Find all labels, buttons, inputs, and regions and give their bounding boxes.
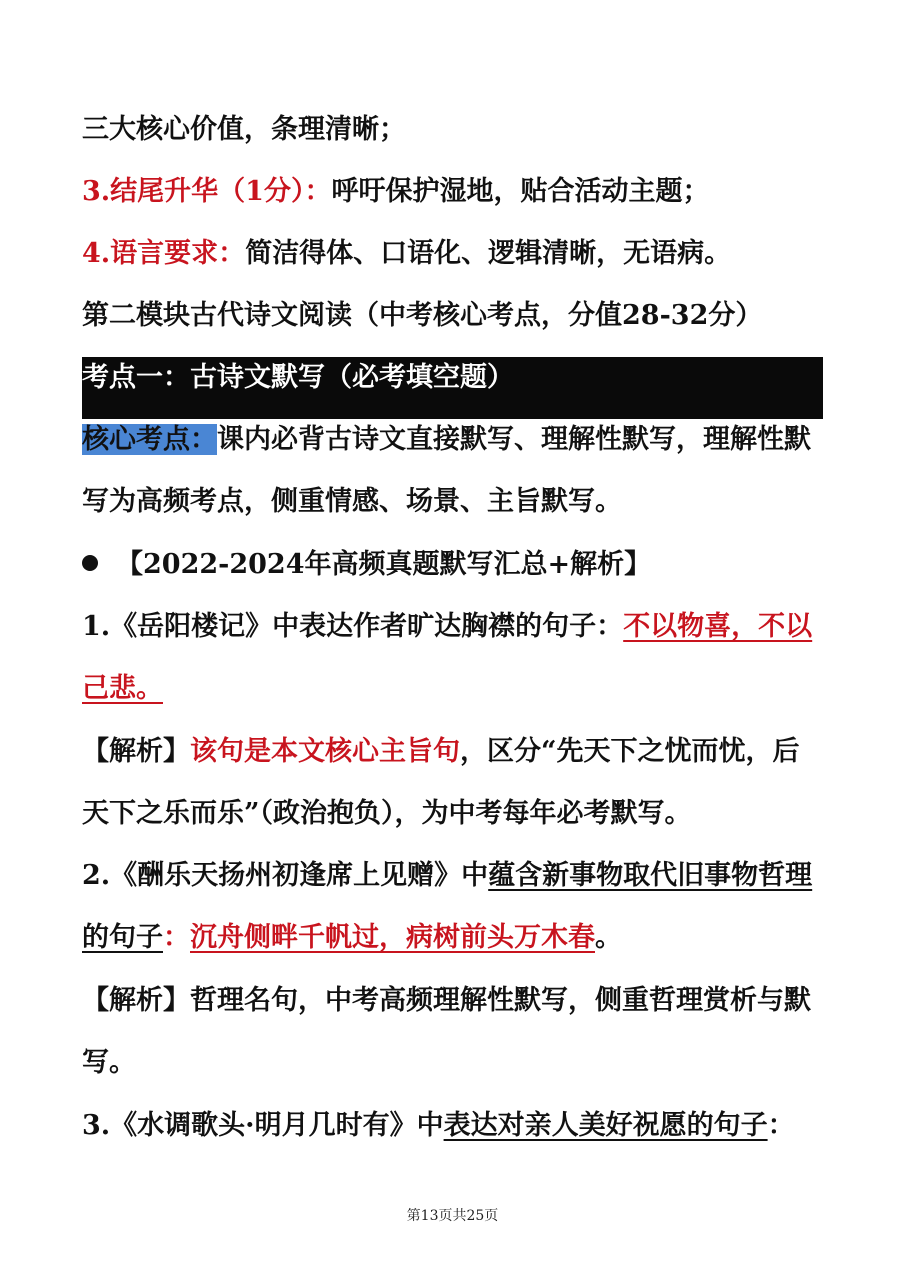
question-2-underlined-1: 蕴含新事物取代旧事物哲理 [488, 860, 813, 891]
question-1-analysis-cont [82, 794, 823, 834]
question-2-colon: ： [163, 922, 190, 953]
question-2-prefix: 2.《酬乐天扬州初逢席上见赠》中 [82, 860, 489, 891]
text-line-core-point-1 [82, 420, 823, 460]
module-title-text: 第二模块古代诗文阅读（中考核心考点，分值28-32分） [82, 300, 763, 331]
question-2-answer: 沉舟侧畔千帆过，病树前头万木春 [190, 922, 595, 953]
question-3-underlined: 表达对亲人美好祝愿的句子 [443, 1110, 768, 1141]
summary-title [82, 545, 823, 585]
question-1-analysis [82, 732, 823, 772]
question-2-underlined-2: 的句子 [82, 922, 163, 953]
text-line-core-values [82, 110, 823, 150]
language-label: 4.语言要求： [82, 238, 246, 269]
analysis-highlight: 该句是本文核心主旨句 [190, 736, 460, 767]
analysis-text-1: ，区分“先天下之忧而忧，后 [460, 736, 800, 767]
question-1-prefix: 1.《岳阳楼记》中表达作者旷达胸襟的句子： [82, 611, 624, 642]
question-2 [82, 856, 823, 896]
text-line-core-point-2 [82, 482, 823, 522]
bullet-icon [82, 555, 98, 571]
question-2-cont [82, 918, 823, 958]
ending-text: 呼吁保护湿地，贴合活动主题； [331, 176, 710, 207]
question-2-end: 。 [595, 922, 622, 953]
question-1-answer-1: 不以物喜，不以 [623, 611, 813, 642]
question-3-prefix: 3.《水调歌头·明月几时有》中 [82, 1110, 444, 1141]
question-2-analysis-text-2: 写。 [82, 1047, 136, 1078]
core-values-text: 三大核心价值，条理清晰； [82, 114, 406, 145]
core-point-text-1: 课内必背古诗文直接默写、理解性默写，理解性默 [217, 424, 811, 455]
core-point-label: 核心考点： [82, 424, 217, 455]
question-1-cont [82, 669, 823, 709]
summary-title-text: 【2022-2024年高频真题默写汇总+解析】 [116, 549, 652, 580]
section-header: 考点一：古诗文默写（必考填空题） [82, 362, 514, 393]
ending-label: 3.结尾升华（1分）： [82, 176, 332, 207]
question-2-analysis-cont [82, 1043, 823, 1083]
text-line-language [82, 234, 823, 274]
module-title [82, 296, 823, 336]
question-3 [82, 1106, 823, 1146]
page-footer: 第13页共25页 [406, 1208, 499, 1224]
language-text: 简洁得体、口语化、逻辑清晰，无语病。 [245, 238, 732, 269]
question-1-answer-2: 己悲。 [82, 673, 163, 704]
core-point-text-2: 写为高频考点，侧重情感、场景、主旨默写。 [82, 486, 622, 517]
question-3-colon: ： [767, 1110, 795, 1141]
question-2-analysis [82, 981, 823, 1021]
analysis-text-2: 天下之乐而乐”（政治抱负），为中考每年必考默写。 [82, 798, 692, 829]
question-2-analysis-text-1: 【解析】哲理名句，中考高频理解性默写，侧重哲理赏析与默 [82, 985, 811, 1016]
question-1 [82, 607, 823, 647]
analysis-label: 【解析】 [82, 736, 190, 767]
text-line-ending [82, 172, 823, 212]
